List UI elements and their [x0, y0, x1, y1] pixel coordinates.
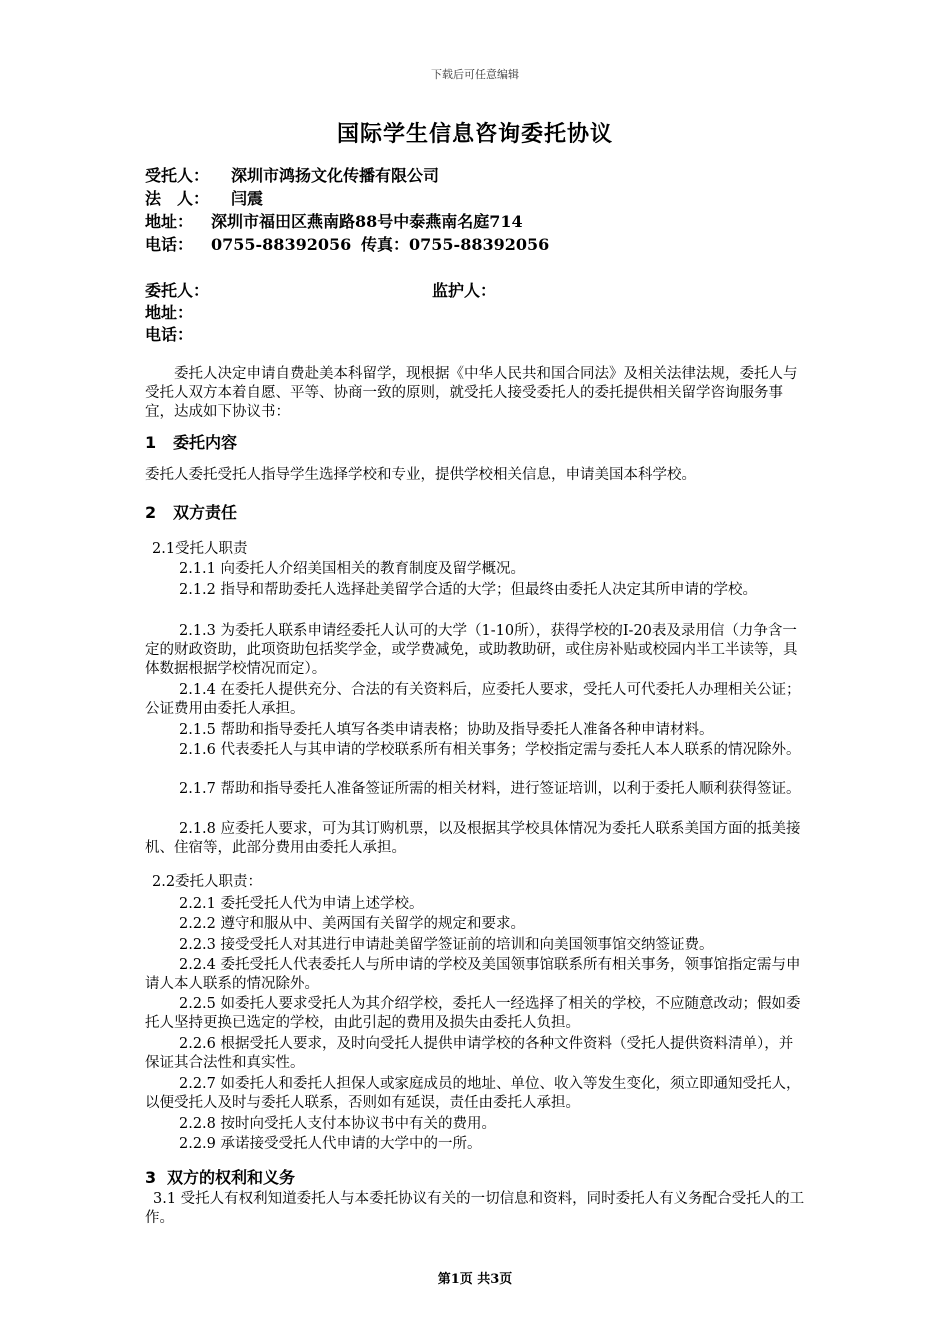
- guardian-label: 监护人：: [432, 281, 497, 300]
- trustee-line: [145, 164, 439, 187]
- section-1-heading: [145, 430, 237, 453]
- trustee-address: 深圳市福田区燕南路88号中泰燕南名庭714: [211, 212, 523, 231]
- trustee-contact-line: [145, 233, 549, 256]
- legal-rep-name: 闫震: [231, 189, 264, 208]
- clause-2-1-3: 2.1.3 为委托人联系申请经委托人认可的大学（1-10所），获得学校的I-20表及录用信（力争含一定的财政资助，此项资助包括奖学金，或学费减免，或助教助研，或住房补贴或校园内半工半读等，具体数据根据学校情况而定）。: [145, 623, 798, 677]
- header-note: 下载后可任意编辑: [431, 68, 519, 81]
- trustee-label: 受托人：: [145, 166, 210, 185]
- clause-2-1-4: 2.1.4 在委托人提供充分、合法的有关资料后，应委托人要求，受托人可代委托人办理相关公证；公证费用由委托人承担。: [145, 682, 801, 717]
- subsection-2-1-title: 2.1受托人职责: [152, 541, 248, 557]
- trustee-phone: 0755-88392056: [211, 235, 352, 254]
- trustee-address-label: 地址：: [145, 212, 194, 231]
- section-2-number: 2: [145, 503, 157, 522]
- client-phone-line: [145, 323, 193, 346]
- section-1-title: 委托内容: [173, 433, 238, 452]
- trustee-phone-label: 电话：: [145, 235, 194, 254]
- section-1-text: 委托人委托受托人指导学生选择学校和专业，提供学校相关信息，申请美国本科学校。: [145, 467, 696, 483]
- legal-rep-line: [145, 187, 263, 210]
- clause-2-1-7: 2.1.7 帮助和指导委托人准备签证所需的相关材料，进行签证培训，以利于委托人顺利获得签证。: [179, 781, 801, 797]
- trustee-fax-label: 传真：: [361, 235, 410, 254]
- section-2-title: 双方责任: [173, 503, 238, 522]
- section-2-heading: [145, 500, 237, 523]
- clause-2-1-2: 2.1.2 指导和帮助委托人选择赴美留学合适的大学；但最终由委托人决定其所申请的学校。: [179, 582, 757, 598]
- section-3-number: 3: [145, 1168, 157, 1187]
- section-3-heading: [145, 1165, 295, 1188]
- section-3-title: 双方的权利和义务: [167, 1168, 296, 1187]
- clause-2-2-4: 2.2.4 委托受托人代表委托人与所申请的学校及美国领事馆联系所有相关事务，领事馆指定需与申请人本人联系的情况除外。: [145, 957, 801, 992]
- section-1-number: 1: [145, 433, 157, 452]
- clause-2-2-7: 2.2.7 如委托人和委托人担保人或家庭成员的地址、单位、收入等发生变化，须立即通知受托人，以便受托人及时与委托人联系，否则如有延误，责任由委托人承担。: [145, 1076, 801, 1111]
- clause-2-2-2: 2.2.2 遵守和服从中、美两国有关留学的规定和要求。: [179, 916, 526, 932]
- clause-2-2-1: 2.2.1 委托受托人代为申请上述学校。: [179, 896, 424, 912]
- legal-rep-label: 法 人：: [145, 189, 210, 208]
- clause-2-2-3: 2.2.3 接受受托人对其进行申请赴美留学签证前的培训和向美国领事馆交纳签证费。: [179, 937, 714, 953]
- intro-paragraph: 委托人决定申请自费赴美本科留学，现根据《中华人民共和国合同法》及相关法律法规，委托人与受托人双方本着自愿、平等、协商一致的原则，就受托人接受委托人的委托提供相关留学咨询服务事宜，达成如下协议书：: [145, 366, 798, 420]
- clause-2-2-5: 2.2.5 如委托人要求受托人为其介绍学校，委托人一经选择了相关的学校，不应随意改动；假如委托人坚持更换已选定的学校，由此引起的费用及损失由委托人负担。: [145, 996, 801, 1031]
- client-address-label: 地址：: [145, 303, 194, 322]
- document-title: 国际学生信息咨询委托协议: [336, 121, 613, 147]
- client-line: [145, 279, 496, 302]
- client-label: 委托人：: [145, 281, 210, 300]
- clause-2-1-6: 2.1.6 代表委托人与其申请的学校联系所有相关事务；学校指定需与委托人本人联系的情况除外。: [179, 742, 801, 758]
- clause-2-2-6: 2.2.6 根据受托人要求，及时向受托人提供申请学校的各种文件资料（受托人提供资料清单），并保证其合法性和真实性。: [145, 1036, 794, 1071]
- clause-2-1-8: 2.1.8 应委托人要求，可为其订购机票，以及根据其学校具体情况为委托人联系美国方面的抵美接机、住宿等，此部分费用由委托人承担。: [145, 821, 801, 856]
- clause-2-1-1: 2.1.1 向委托人介绍美国相关的教育制度及留学概况。: [179, 561, 526, 577]
- clause-2-2-8: 2.2.8 按时向受托人支付本协议书中有关的费用。: [179, 1116, 497, 1132]
- client-phone-label: 电话：: [145, 325, 194, 344]
- subsection-2-2-title: 2.2委托人职责：: [152, 874, 263, 890]
- clause-2-2-9: 2.2.9 承诺接受受托人代申请的大学中的一所。: [179, 1136, 482, 1152]
- clause-3-1: 3.1 受托人有权利知道委托人与本委托协议有关的一切信息和资料，同时委托人有义务配合受托人的工作。: [145, 1191, 805, 1226]
- page-footer: 第1页 共3页: [437, 1272, 513, 1287]
- client-address-line: [145, 301, 193, 324]
- trustee-fax: 0755-88392056: [409, 235, 550, 254]
- trustee-address-line: [145, 210, 523, 233]
- trustee-name: 深圳市鸿扬文化传播有限公司: [231, 166, 440, 185]
- clause-2-1-5: 2.1.5 帮助和指导委托人填写各类申请表格；协助及指导委托人准备各种申请材料。: [179, 722, 714, 738]
